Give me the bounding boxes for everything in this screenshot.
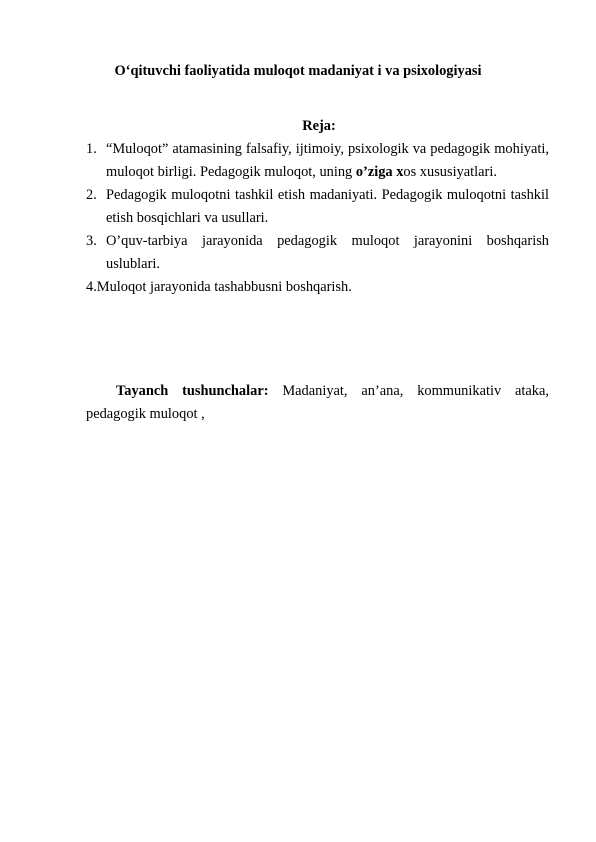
document-title: O‘qituvchi faoliyatida muloqot madaniyat i va psixologiyasi: [114, 63, 482, 79]
key-concepts-label: Tayanch tushunchalar:: [116, 383, 269, 400]
plan-item-text: Pedagogik muloqotni tashkil etish madaniyati. Pedagogik muloqotni tashkil etish bosqichlari va usullari.: [106, 187, 549, 226]
plan-heading: Reja:: [302, 118, 336, 134]
key-concepts-text: Madaniyat, an’ana, kommunikativ ataka, pedagogik muloqot ,: [86, 383, 549, 423]
plan-list: [86, 138, 549, 299]
plan-item-text-part: os xususiyatlari.: [403, 164, 497, 180]
plan-item-number: 3.: [86, 233, 97, 249]
plan-item-number: 2.: [86, 187, 97, 203]
plan-item-3: [86, 230, 549, 276]
key-concepts-paragraph: [86, 380, 549, 426]
plan-item-1: [86, 138, 549, 184]
plan-item-text: [106, 138, 549, 184]
plan-item-bold-term: o’ziga x: [355, 164, 404, 180]
plan-item-text-part: “Muloqot” atamasining falsafiy, ijtimoiy, psixologik va pedagogik mohiyati, muloqot birligi. Pedagogik muloqot, uning: [106, 141, 549, 180]
plan-item-text: O’quv-tarbiya jarayonida pedagogik muloqot jarayonini boshqarish uslublari.: [106, 233, 549, 272]
plan-item-number: 1.: [86, 141, 97, 157]
plan-item-4: 4.Muloqot jarayonida tashabbusni boshqarish.: [86, 279, 352, 295]
plan-item-2: [86, 184, 549, 230]
